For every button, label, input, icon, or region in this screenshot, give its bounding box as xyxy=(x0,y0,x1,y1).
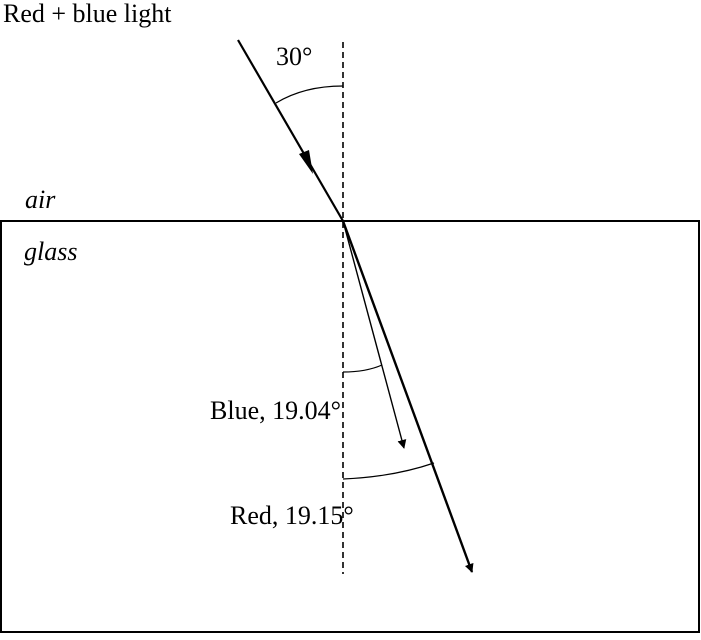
glass-label: glass xyxy=(24,237,78,266)
incident-angle-arc xyxy=(276,86,343,103)
incident-angle-label: 30° xyxy=(276,42,313,71)
glass-block xyxy=(1,221,699,632)
title-label: Red + blue light xyxy=(3,0,172,28)
red-angle-arc xyxy=(343,463,434,479)
red-ray-label: Red, 19.15° xyxy=(230,501,354,530)
air-label: air xyxy=(25,185,56,214)
incident-ray-arrowhead xyxy=(299,150,313,174)
red-ray xyxy=(343,221,472,572)
blue-angle-arc xyxy=(343,365,382,372)
blue-ray xyxy=(343,221,404,448)
blue-ray-label: Blue, 19.04° xyxy=(210,396,342,425)
